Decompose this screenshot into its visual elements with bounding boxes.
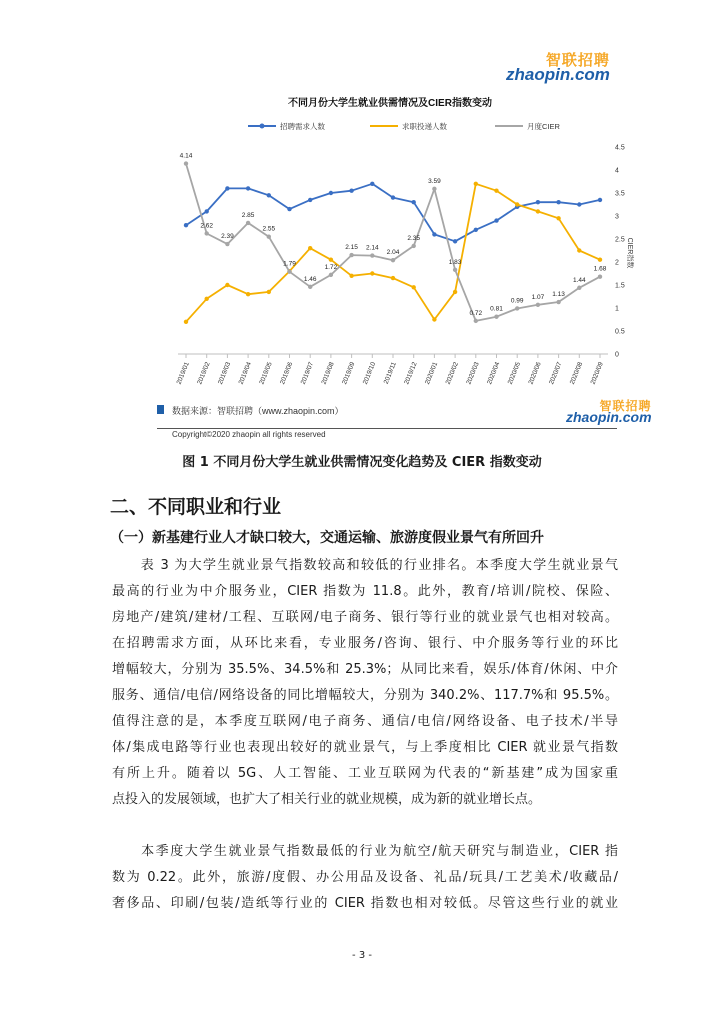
para1-line: 最高的行业为中介服务业，CIER 指数为 11.8。此外，教育/培训/院校、保险、 [112, 584, 618, 599]
paragraph-2 [112, 839, 618, 917]
data-point-0 [287, 207, 291, 211]
para1-line: 值得注意的是，本季度互联网/电子商务、通信/电信/网络设备、电子技术/半导 [112, 714, 618, 729]
data-point-1 [577, 248, 581, 252]
data-point-2 [598, 275, 602, 279]
data-point-2 [515, 306, 519, 310]
para1-line: 增幅较大，分别为 35.5%、34.5%和 25.3%；从同比来看，娱乐/体育/休闲、中介 [112, 662, 618, 677]
data-label: 1.07 [531, 293, 545, 301]
x-tick-label: 2019/09 [341, 361, 357, 386]
data-point-2 [349, 253, 353, 257]
y-right-tick-label: 4.5 [615, 144, 625, 152]
data-label: 2.35 [407, 234, 421, 242]
data-point-1 [536, 209, 540, 213]
x-tick-label: 2019/02 [196, 361, 212, 386]
data-label: 2.62 [200, 222, 214, 230]
page-number: - 3 - [352, 950, 372, 961]
data-label: 0.81 [490, 305, 503, 313]
zhaopin-logo-bottom [566, 400, 652, 424]
figure-caption: 图 1 不同月份大学生就业供需情况变化趋势及 CIER 指数变动 [182, 455, 542, 470]
data-label: 2.15 [345, 244, 358, 252]
x-tick-label: 2019/11 [382, 361, 398, 386]
subsection-title: （一）新基建行业人才缺口较大，交通运输、旅游度假业景气有所回升 [110, 530, 544, 546]
para2-line: 数为 0.22。此外，旅游/度假、办公用品及设备、礼品/玩具/工艺美术/收藏品/ [112, 870, 618, 885]
data-point-2 [556, 300, 560, 304]
data-label: 1.13 [552, 291, 565, 299]
y-right-tick-label: 0.5 [615, 328, 625, 336]
data-label: 4.14 [179, 152, 193, 160]
data-point-0 [225, 186, 229, 190]
data-point-0 [577, 202, 581, 206]
data-point-1 [453, 290, 457, 294]
data-label: 1.79 [283, 260, 296, 268]
data-label: 2.85 [241, 211, 255, 219]
data-point-1 [370, 271, 374, 275]
data-point-2 [494, 315, 498, 319]
source-marker-icon [157, 405, 164, 414]
data-point-2 [370, 253, 374, 257]
data-point-1 [474, 182, 478, 186]
x-tick-label: 2020/04 [486, 361, 502, 386]
paragraph-1 [112, 553, 618, 813]
data-point-2 [329, 273, 333, 277]
legend-label: 求职投递人数 [402, 122, 447, 131]
data-point-2 [412, 244, 416, 248]
data-point-0 [246, 186, 250, 190]
data-point-2 [536, 303, 540, 307]
data-label: 0.99 [510, 297, 524, 305]
data-point-1 [391, 276, 395, 280]
data-point-2 [184, 161, 188, 165]
logo-cn-text: 智联招聘 [545, 52, 610, 69]
data-point-2 [246, 221, 250, 225]
data-label: 2.39 [221, 233, 234, 241]
data-point-1 [184, 320, 188, 324]
data-point-0 [349, 189, 353, 193]
x-tick-label: 2020/05 [506, 361, 523, 386]
x-tick-label: 2019/06 [279, 361, 295, 386]
divider [157, 428, 617, 429]
x-tick-label: 2020/03 [465, 361, 481, 386]
legend-label: 月度CIER [527, 122, 560, 131]
y-right-tick-label: 3.5 [615, 190, 625, 198]
x-tick-label: 2020/08 [568, 361, 585, 386]
para2-line: 奢侈品、印刷/包装/造纸等行业的 CIER 指数也相对较低。尽管这些行业的就业 [112, 896, 618, 911]
data-point-2 [205, 231, 209, 235]
data-point-2 [453, 268, 457, 272]
data-point-1 [205, 297, 209, 301]
y-right-tick-label: 0 [615, 351, 619, 359]
data-point-1 [432, 317, 436, 321]
para1-line: 在招聘需求方面，从环比来看，专业服务/咨询、银行、中介服务等行业的环比 [112, 636, 618, 651]
data-point-2 [308, 285, 312, 289]
data-point-1 [308, 246, 312, 250]
data-point-0 [308, 198, 312, 202]
data-label: 1.44 [572, 276, 586, 284]
data-point-1 [329, 258, 333, 262]
x-tick-label: 2019/03 [216, 361, 233, 386]
y-right-tick-label: 4 [615, 167, 619, 175]
x-tick-label: 2020/01 [423, 361, 440, 386]
legend-label: 招聘需求人数 [280, 122, 325, 131]
data-label: 2.04 [386, 249, 400, 257]
data-point-1 [515, 202, 519, 206]
para1-line: 服务、通信/电信/网络设备的同比增幅较大，分别为 340.2%、117.7%和 95.5%。 [112, 688, 618, 703]
data-point-1 [494, 189, 498, 193]
x-tick-label: 2020/09 [589, 361, 605, 386]
y-right-axis-label: CIER指数 [626, 237, 633, 269]
y-right-tick-label: 2.5 [615, 236, 625, 244]
data-point-0 [474, 228, 478, 232]
y-right-tick-label: 3 [615, 213, 619, 221]
x-tick-label: 2019/05 [258, 361, 274, 386]
data-point-2 [287, 269, 291, 273]
para1-line: 房地产/建筑/建材/工程、互联网/电子商务、银行等行业的就业景气也相对较高。 [112, 610, 618, 625]
x-tick-label: 2019/07 [299, 361, 316, 386]
data-point-0 [536, 200, 540, 204]
x-tick-label: 2020/02 [444, 361, 460, 386]
y-right-tick-label: 1 [615, 305, 619, 313]
legend-marker-0 [260, 124, 265, 129]
data-point-0 [598, 198, 602, 202]
data-point-0 [205, 209, 209, 213]
x-tick-label: 2020/06 [527, 361, 543, 386]
para1-line: 体/集成电路等行业也表现出较好的就业景气，与上季度相比 CIER 就业景气指数 [112, 740, 618, 755]
zhaopin-logo-top [506, 53, 610, 83]
data-point-2 [267, 235, 271, 239]
data-label: 1.68 [593, 265, 607, 273]
x-tick-label: 2019/10 [361, 361, 378, 386]
data-label: 3.59 [428, 177, 441, 185]
para2-line: 本季度大学生就业景气指数最低的行业为航空/航天研究与制造业，CIER 指 [112, 844, 618, 859]
data-point-0 [432, 232, 436, 236]
data-point-0 [370, 182, 374, 186]
data-point-0 [184, 223, 188, 227]
y-right-tick-label: 1.5 [615, 282, 625, 290]
para1-line: 表 3 为大学生就业景气指数较高和较低的行业排名。本季度大学生就业景气 [112, 558, 618, 573]
data-point-0 [556, 200, 560, 204]
para1-line: 点投入的发展领域，也扩大了相关行业的就业规模，成为新的就业增长点。 [112, 792, 542, 807]
data-point-2 [225, 242, 229, 246]
x-tick-label: 2019/04 [237, 361, 253, 386]
data-point-2 [391, 258, 395, 262]
data-point-0 [391, 195, 395, 199]
data-point-1 [598, 258, 602, 262]
chart-title: 不同月份大学生就业供需情况及CIER指数变动 [288, 98, 492, 109]
data-label: 2.14 [365, 244, 379, 252]
data-point-0 [267, 193, 271, 197]
data-point-2 [577, 286, 581, 290]
logo-cn-text: 智联招聘 [599, 399, 652, 413]
copyright: Copyright©2020 zhaopin all rights reserved [172, 430, 326, 439]
data-point-1 [412, 285, 416, 289]
data-point-2 [474, 319, 478, 323]
chart-source: 数据来源：智联招聘（www.zhaopin.com） [172, 406, 344, 416]
supply-demand-cier-chart [160, 88, 633, 398]
data-point-1 [246, 292, 250, 296]
data-label: 1.46 [303, 275, 317, 283]
y-right-tick-label: 2 [615, 259, 619, 267]
x-tick-label: 2019/01 [175, 361, 191, 386]
x-tick-label: 2019/08 [320, 361, 336, 386]
para1-line: 有所上升。随着以 5G、人工智能、工业互联网为代表的“新基建”成为国家重 [112, 766, 618, 781]
data-point-0 [453, 239, 457, 243]
data-label: 1.83 [448, 258, 462, 266]
data-label: 0.72 [469, 309, 483, 317]
data-point-1 [267, 290, 271, 294]
data-point-1 [225, 283, 229, 287]
x-tick-label: 2020/07 [548, 361, 564, 386]
data-point-0 [412, 200, 416, 204]
data-point-1 [349, 274, 353, 278]
x-tick-label: 2019/12 [403, 361, 419, 386]
data-point-2 [432, 187, 436, 191]
data-point-1 [556, 216, 560, 220]
data-point-0 [494, 218, 498, 222]
section-title: 二、不同职业和行业 [110, 496, 282, 518]
logo-en-text: zhaopin.com [566, 409, 652, 425]
logo-en-text: zhaopin.com [506, 65, 610, 84]
data-label: 1.72 [324, 263, 338, 271]
data-point-0 [329, 191, 333, 195]
data-label: 2.55 [262, 225, 276, 233]
